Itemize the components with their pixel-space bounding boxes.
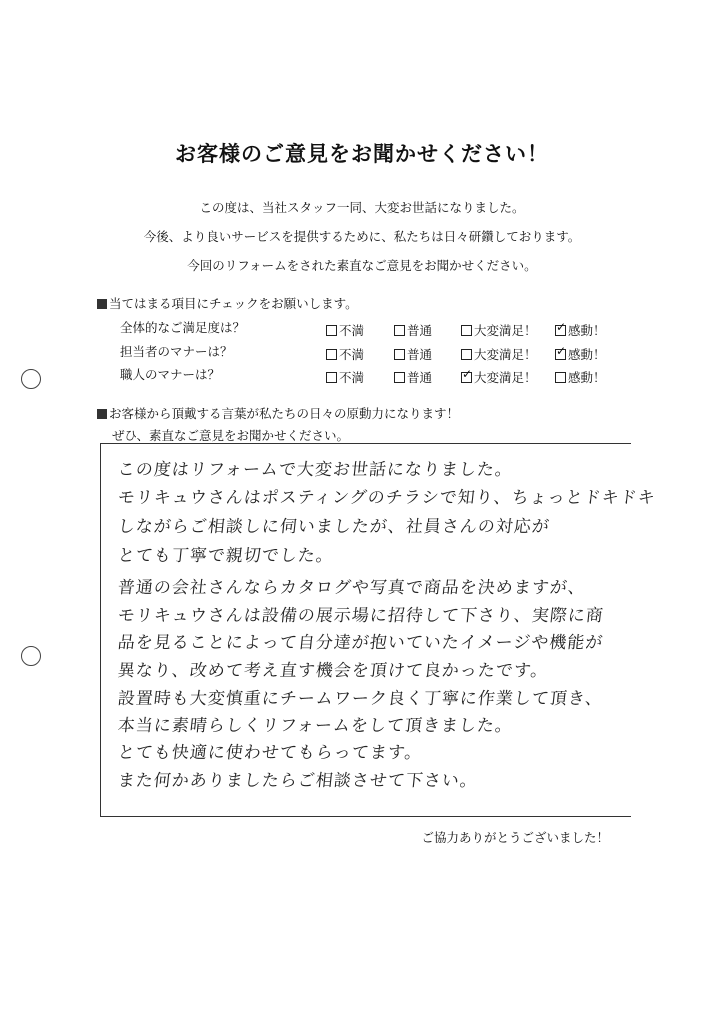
handwritten-comment-line: とても快適に使わせてもらってます。 [116, 743, 424, 763]
punch-hole [21, 369, 41, 389]
option-label: 感動！ [568, 347, 606, 362]
option-label: 大変満足！ [474, 370, 537, 385]
option-checkbox[interactable] [555, 321, 606, 339]
punch-hole [21, 646, 41, 666]
checked-box-icon[interactable] [555, 325, 566, 336]
option-checkbox[interactable] [461, 368, 537, 386]
handwritten-comment-line: 普通の会社さんならカタログや写真で商品を決めますが、 [116, 578, 587, 598]
option-label: 普通 [407, 323, 433, 338]
checkbox-icon[interactable] [326, 372, 337, 383]
checkbox-icon[interactable] [394, 325, 405, 336]
handwritten-comment-line: 設置時も大変慎重にチームワーク良く丁寧に作業して頂き、 [116, 689, 605, 709]
handwritten-comment-line: モリキュウさんはポスティングのチラシで知り、ちょっとドキドキ [116, 488, 657, 508]
section1-heading [97, 294, 358, 312]
option-checkbox[interactable] [394, 368, 432, 386]
option-label: 不満 [339, 370, 365, 385]
handwritten-comment-line: また何かありましたらご相談させて下さい。 [116, 771, 479, 791]
checked-box-icon[interactable] [461, 372, 472, 383]
option-checkbox[interactable] [326, 321, 364, 339]
section2-subheading: ぜひ、素直なご意見をお聞かせください。 [112, 428, 350, 443]
intro-line: この度は、当社スタッフ一同、大変お世話になりました。 [199, 200, 525, 215]
intro-line: 今後、より良いサービスを提供するために、私たちは日々研鑽しております。 [143, 229, 581, 244]
section2-heading-text: お客様から頂戴する言葉が私たちの日々の原動力になります！ [109, 406, 460, 421]
option-checkbox[interactable] [326, 368, 364, 386]
option-label: 普通 [407, 370, 433, 385]
bullet-icon [97, 299, 107, 309]
handwritten-comment-line: とても丁寧で親切でした。 [116, 546, 335, 566]
handwritten-comment-line: 異なり、改めて考え直す機会を頂けて良かったです。 [116, 661, 550, 681]
checkbox-icon[interactable] [555, 372, 566, 383]
option-checkbox[interactable] [461, 345, 537, 363]
handwritten-comment-line: 本当に素晴らしくリフォームをして頂きました。 [116, 716, 514, 736]
option-label: 感動！ [568, 370, 606, 385]
option-label: 不満 [339, 347, 365, 362]
checkbox-icon[interactable] [326, 325, 337, 336]
option-label: 大変満足！ [474, 323, 537, 338]
section1-heading-text: 当てはまる項目にチェックをお願いします。 [109, 296, 358, 311]
intro-line: 今回のリフォームをされた素直なご意見をお聞かせください。 [187, 258, 537, 273]
question-label: 全体的なご満足度は？ [120, 320, 246, 335]
bullet-icon [97, 409, 107, 419]
checkbox-icon[interactable] [394, 349, 405, 360]
page-title: お客様のご意見をお聞かせください！ [175, 142, 549, 166]
checkbox-icon[interactable] [326, 349, 337, 360]
question-label: 職人のマナーは？ [120, 367, 221, 382]
option-checkbox[interactable] [394, 321, 432, 339]
checkbox-icon[interactable] [461, 325, 472, 336]
checkbox-icon[interactable] [461, 349, 472, 360]
checkbox-icon[interactable] [394, 372, 405, 383]
option-checkbox[interactable] [326, 345, 364, 363]
option-label: 大変満足！ [474, 347, 537, 362]
option-label: 感動！ [568, 323, 606, 338]
option-label: 普通 [407, 347, 433, 362]
checked-box-icon[interactable] [555, 349, 566, 360]
option-checkbox[interactable] [555, 345, 606, 363]
handwritten-comment-line: しながらご相談しに伺いましたが、社員さんの対応が [116, 517, 551, 537]
handwritten-comment-line: この度はリフォームで大変お世話になりました。 [116, 460, 514, 480]
option-label: 不満 [339, 323, 365, 338]
question-label: 担当者のマナーは？ [120, 344, 233, 359]
handwritten-comment-line: モリキュウさんは設備の展示場に招待して下さり、実際に商 [116, 606, 605, 626]
handwritten-comment-line: 品を見ることによって自分達が抱いていたイメージや機能が [116, 633, 605, 653]
section2-heading [97, 404, 459, 422]
option-checkbox[interactable] [555, 368, 606, 386]
option-checkbox[interactable] [394, 345, 432, 363]
option-checkbox[interactable] [461, 321, 537, 339]
thanks-text: ご協力ありがとうございました！ [421, 830, 609, 845]
